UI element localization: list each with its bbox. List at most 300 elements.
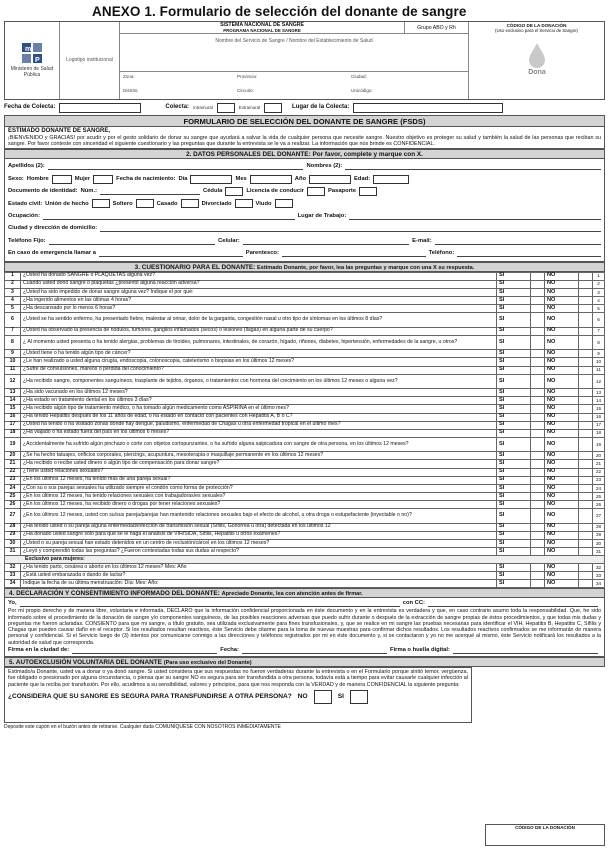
question-number: 24 [5,484,21,492]
question-row [5,327,605,335]
no-label: NO [545,500,579,508]
si-checkbox[interactable] [531,272,545,280]
question-row [5,580,605,588]
si-label: SI [497,531,531,539]
question-number: 4 [5,296,21,304]
apellidos-label: Apellidos (2): [8,163,45,170]
question-row [5,500,605,508]
viudo-label: Viudo [255,200,272,207]
question-number: 31 [5,547,21,555]
no-checkbox[interactable] [579,304,593,312]
email-input[interactable] [435,238,602,245]
si-checkbox[interactable] [531,313,545,328]
cc-label: con CC: [402,600,425,607]
no-label: NO [545,484,579,492]
extramural-label: Extramural [238,104,261,110]
si-checkbox[interactable] [531,468,545,476]
question-text: ¿Usted ha donado SANGRE o PLAQUETAS alguna vez? [21,272,497,280]
question-number-right: 10 [593,358,605,366]
nombres-label: Nombres (2): [306,163,343,170]
si-checkbox[interactable] [531,523,545,531]
lugar-colecta-label: Lugar de la Colecta: [292,104,350,111]
si-label: SI [497,405,531,413]
question-number-right: 30 [593,539,605,547]
question-number-right: 27 [593,509,605,524]
si-checkbox[interactable] [531,580,545,588]
si-checkbox[interactable] [531,421,545,429]
viudo-checkbox[interactable] [275,199,293,208]
si-label: SI [497,374,531,389]
question-number-right: 34 [593,580,605,588]
question-row [5,389,605,397]
question-number: 6 [5,313,21,328]
personal-data-panel [4,159,605,261]
telefono-fijo-label: Teléfono Fijo: [8,237,46,244]
si-checkbox[interactable] [531,547,545,555]
question-text: ¿Sufre de convulsiones, mareos o pérdida del conocimiento? [21,366,497,374]
anio-input[interactable] [309,175,351,184]
no-checkbox[interactable] [579,452,593,460]
question-row [5,288,605,296]
question-text: ¿Usted ha sido impedido de donar sangre alguna vez? Indique el por qué: [21,288,497,296]
no-checkbox[interactable] [579,476,593,484]
no-checkbox[interactable] [579,350,593,358]
donation-code-use: (Uso exclusivo para el Servicio de Sangre) [495,28,578,34]
blood-group-label: Grupo ABO y Rh [417,25,456,31]
donation-code-box-bottom[interactable]: CÓDIGO DE LA DONACIÓN [485,824,605,846]
question-number-right: 23 [593,476,605,484]
question-row [5,509,605,524]
intro-panel [4,127,605,149]
mujer-checkbox[interactable] [93,175,113,184]
lugar-trabajo-input[interactable] [349,213,601,220]
question-text: ¿Ha donado usted sangre sólo para que se le haga el análisis de VIH/SIDA, Sífilis, Hepatitis u otros exámenes? [21,531,497,539]
question-row [5,296,605,304]
question-number: 14 [5,397,21,405]
ocupacion-input[interactable] [43,213,295,220]
si-label: SI [497,492,531,500]
intro-text: ¡BIENVENIDO y GRACIAS! por acudir y por el gesto solidario de donar su sangre que ayudará a salvar la vida de cualquier persona que necesite sangre. Nuestro objetivo es proteger su salud y también la salud de las personas que reciban su sangre. Por favor conteste con sinceridad el siguiente cuestionario y las preguntas que durante la entrevista se le va a realizar. La información que nos brinde es CONFIDENCIAL. [8,134,601,148]
no-label: NO [545,564,579,572]
question-text: ¿En los últimos 12 meses, ha tenido relaciones sexuales con trabajadoras/es sexuales? [21,492,497,500]
question-row [5,272,605,280]
question-row [5,452,605,460]
question-text: ¿Ha estado en tratamiento dental en los últimos 3 días? [21,397,497,405]
question-number: 17 [5,421,21,429]
no-checkbox[interactable] [579,539,593,547]
si-label: SI [497,327,531,335]
question-number-right: 29 [593,531,605,539]
question-text: ¿Ha recibido algún tipo de tratamiento médico, o ha tomado algún medicamento como ASPIRINA en el último mes? [21,405,497,413]
question-row [5,476,605,484]
women-heading: Exclusivo para mujeres: [5,556,605,564]
question-row [5,564,605,572]
question-number: 20 [5,452,21,460]
yo-input[interactable] [20,600,400,607]
questionnaire-table [4,272,605,589]
telefono-fijo-input[interactable] [49,238,216,245]
no-checkbox[interactable] [579,547,593,555]
no-label: NO [545,539,579,547]
si-label: SI [497,389,531,397]
si-checkbox[interactable] [531,413,545,421]
no-label: NO [545,492,579,500]
si-label: SI [497,358,531,366]
donation-code-label: CÓDIGO DE LA DONACIÓN [506,23,567,28]
question-row [5,492,605,500]
question-number-right: 33 [593,572,605,580]
cedula-label: Cédula [203,188,223,195]
licencia-checkbox[interactable] [307,187,325,196]
no-label: NO [545,288,579,296]
no-checkbox[interactable] [579,327,593,335]
firma-huella-input[interactable] [453,647,598,654]
no-checkbox[interactable] [579,531,593,539]
no-checkbox[interactable] [579,523,593,531]
si-checkbox[interactable] [531,564,545,572]
question-number: 8 [5,335,21,350]
question-number: 18 [5,429,21,437]
si-checkbox[interactable] [531,405,545,413]
si-checkbox[interactable] [531,460,545,468]
no-checkbox[interactable] [579,405,593,413]
celular-input[interactable] [243,238,410,245]
si-checkbox[interactable] [531,572,545,580]
question-text: ¿Usted ha tenido o ha visitado zonas donde hay dengue, paludismo, enfermedad de Chagas u otra enfermedad tropical en el último mes? [21,421,497,429]
si-label: SI [497,452,531,460]
divorciado-label: Divorciado [201,200,232,207]
question-number: 5 [5,304,21,312]
no-checkbox[interactable] [579,468,593,476]
no-checkbox[interactable] [579,397,593,405]
si-label: SI [497,509,531,524]
no-label: NO [545,280,579,288]
circuito-field[interactable]: Circuito: [237,87,254,93]
safe-blood-question: ¿CONSIDERA QUE SU SANGRE ES SEGURA PARA TRANSFUNDIRSE A OTRA PERSONA? [8,693,292,701]
no-checkbox[interactable] [579,492,593,500]
no-checkbox[interactable] [579,288,593,296]
telefono-input[interactable] [457,250,601,257]
si-label: SI [497,460,531,468]
no-label: NO [545,523,579,531]
question-number: 12 [5,374,21,389]
collection-row [4,100,605,115]
si-checkbox[interactable] [531,304,545,312]
si-label: SI [497,523,531,531]
firma-ciudad-label: Firma en la ciudad de: [8,647,70,654]
no-checkbox[interactable] [579,460,593,468]
si-label: SI [497,313,531,328]
si-checkbox[interactable] [531,327,545,335]
question-number: 33 [5,572,21,580]
pasaporte-checkbox[interactable] [359,187,377,196]
ocupacion-label: Ocupación: [8,212,40,219]
hombre-label: Hombre [26,175,49,182]
si-checkbox[interactable] [531,358,545,366]
zona-field[interactable]: Zona: [123,74,135,79]
fecha-nacimiento-label: Fecha de nacimiento: [116,175,176,182]
question-row [5,429,605,437]
si-label: SI [497,397,531,405]
cc-input[interactable] [428,600,598,607]
mes-label: Mes [235,175,247,182]
question-number-right: 12 [593,374,605,389]
dona-sangre-logo [507,41,567,77]
soltero-checkbox[interactable] [136,199,154,208]
parentesco-input[interactable] [282,250,426,257]
question-number-right: 19 [593,437,605,452]
question-number-right: 14 [593,397,605,405]
estado-civil-label: Estado civil: [8,200,43,207]
no-label: NO [545,358,579,366]
no-checkbox[interactable] [579,500,593,508]
question-number-right: 21 [593,460,605,468]
question-text: ¿Ha ingerido alimentos en las últimas 4 horas? [21,296,497,304]
question-row [5,405,605,413]
si-checkbox[interactable] [531,280,545,288]
si-checkbox[interactable] [531,452,545,460]
si-checkbox[interactable] [531,296,545,304]
question-row [5,539,605,547]
no-label: NO [545,547,579,555]
no-label: NO [545,421,579,429]
form-header [4,21,605,100]
extramural-checkbox[interactable] [264,103,282,113]
lugar-colecta-input[interactable] [353,103,503,113]
svg-text:Dona: Dona [527,69,546,77]
question-number-right: 32 [593,564,605,572]
si-checkbox[interactable] [531,509,545,524]
no-label: NO [545,452,579,460]
question-row [5,304,605,312]
question-number-right: 13 [593,389,605,397]
si-checkbox[interactable] [531,429,545,437]
question-row [5,531,605,539]
question-row [5,413,605,421]
no-checkbox[interactable] [579,313,593,328]
no-checkbox[interactable] [579,374,593,389]
question-row [5,460,605,468]
no-checkbox[interactable] [579,413,593,421]
no-label: NO [545,304,579,312]
divorciado-checkbox[interactable] [235,199,253,208]
no-checkbox[interactable] [579,366,593,374]
question-number-right: 31 [593,547,605,555]
question-number-right: 26 [593,500,605,508]
no-checkbox[interactable] [579,421,593,429]
pasaporte-label: Pasaporte [328,188,357,195]
si-label: SI [497,350,531,358]
si-checkbox[interactable] [531,397,545,405]
no-checkbox[interactable] [579,358,593,366]
provincia-field[interactable]: Provincia: [237,74,258,79]
question-text: ¿Usted ha observado la presencia de nódulos, tumores, ganglios inflamados (secos) o lesiones (llagas) en alguna parte de su cuerpo? [21,327,497,335]
question-text: Indique la fecha de su última menstruación: Día: Mes: Año: [21,580,497,588]
question-text: ¿Usted se ha sentido enfermo, ha presentado fiebre, malestar al orinar, dolor de la garganta, congestión nasal u otro tipo de síntomas en los últimos 8 días? [21,313,497,328]
question-number-right: 5 [593,304,605,312]
no-checkbox[interactable] [579,572,593,580]
distrito-field[interactable]: Distrito: [123,87,139,93]
si-label: SI [337,693,344,701]
question-row [5,468,605,476]
emergencia-input[interactable] [99,250,243,257]
question-number: 25 [5,492,21,500]
question-number-right: 2 [593,280,605,288]
question-row [5,421,605,429]
si-checkbox[interactable] [531,539,545,547]
question-row [5,397,605,405]
no-label: NO [545,389,579,397]
question-row [5,313,605,328]
no-checkbox[interactable] [579,389,593,397]
no-label: NO [545,476,579,484]
no-label: NO [545,327,579,335]
no-label: NO [545,429,579,437]
question-number-right: 15 [593,405,605,413]
question-text: ¿Se ha hecho tatuajes, orificios corporales, piercings, acupuntura, mesoterapia o maquillaje permanente en los últimos 12 meses? [21,452,497,460]
si-checkbox[interactable] [531,484,545,492]
svg-text:P: P [35,57,40,65]
si-label: SI [497,296,531,304]
question-text: ¿Ha recibido sangre, componentes sanguíneos, trasplante de tejidos, órganos, o tratamientos con hormona del crecimiento en los últimos 12 meses o alguna vez? [21,374,497,389]
question-number: 19 [5,437,21,452]
si-checkbox[interactable] [531,492,545,500]
no-checkbox[interactable] [314,690,332,704]
cedula-checkbox[interactable] [225,187,243,196]
firma-huella-label: Firma o huella digital: [390,647,450,654]
si-label: SI [497,288,531,296]
si-label: SI [497,539,531,547]
casado-checkbox[interactable] [181,199,199,208]
no-checkbox[interactable] [579,564,593,572]
question-number-right: 18 [593,429,605,437]
email-label: E-mail: [412,237,432,244]
question-row [5,280,605,288]
fecha-colecta-input[interactable] [59,103,141,113]
declaration-panel [4,598,605,657]
colecta-label: Colecta: [165,104,190,111]
autoexclusion-text: Estimado/a Donante, usted va a donar o ya donó sangre. Si usted considera que sus respuestas no fueron verdaderas durante la entrevista o en el Formulario porque sintió temor, vergüenza, fue obligado o presionado por alguna circunstancia, o piensa que su sangre NO es segura para ser transfundida a otra persona, todavía está a tiempo para evitar causarle cualquier infección al paciente que la reciba por transfusión. Por ello, acudimos a su sensibilidad, valores y principios, para que nos responda con la VERDAD y de manera CONFIDENCIAL la siguiente pregunta: [8,669,468,688]
domicilio-input[interactable] [100,225,601,232]
declaration-text: Por mi propio derecho y de manera libre, voluntaria e informada, DECLARO que la información confidencial proporcionada en éste documento y en la entrevista es verdadera y que, en caso contrario asumo toda la responsabilidad. Que, he sido informado sobre el procedimiento de la donación de sangre y/o componentes sanguíneos, de las posibles reacciones adversas que puedo sufrir durante o después de la extracción de sangre propias de éstos procedimientos, y que todas mis dudas y preguntas me fueron aclaradas. CONSIENTO para que mi sangre, a título gratuito, sea utilizada exclusivamente para fines transfusionales, y, que se realice en mi sangre las pruebas necesarias para identificar el VIH, Hepatitis B, Hepatitis C, Sífilis y Chagas que pueden causar daño en el receptor. Si los resultados resultan reactivos, éste Servicio debe citarme para la toma de nuevas muestras para confirmar dichos resultados. Los resultados reactivos confirmados se me informarán de manera personal y confidencial. Si el Servicio luego de (3) intentos por comunicarse conmigo a las direcciones y teléfonos registrados por mi en éste documento y, si se contactaron y yo no me acerqué al mismo, éste Servicio notificará los resultados a la autoridad de salud que corresponda. [8,608,601,646]
num-input[interactable] [100,188,200,195]
question-row [5,358,605,366]
si-checkbox[interactable] [531,288,545,296]
parentesco-label: Parentesco: [245,250,279,257]
section-4-title: 4. DECLARACIÓN Y CONSENTIMIENTO INFORMADO DEL DONANTE: Apreciado Donante, lea con atención antes de firmar. [4,588,605,598]
ciudad-field[interactable]: Ciudad: [351,74,367,79]
no-checkbox[interactable] [579,580,593,588]
unicodigo-field[interactable]: Unicódigo: [351,87,373,93]
ministry-emblem-icon [21,42,43,64]
question-text: ¿Ha recibido o recibe usted dinero o algún tipo de compensación para donar sangre? [21,460,497,468]
si-checkbox[interactable] [531,500,545,508]
nombres-input[interactable] [345,163,601,170]
no-checkbox[interactable] [579,429,593,437]
question-text: Cuando usted donó sangre o plaquetas ¿presentó alguna reacción adversa? [21,280,497,288]
telefono-label: Teléfono: [428,250,455,257]
no-checkbox[interactable] [579,509,593,524]
question-number-right: 20 [593,452,605,460]
svg-text:m: m [25,46,32,54]
si-checkbox[interactable] [531,366,545,374]
question-row [5,547,605,555]
si-checkbox[interactable] [531,531,545,539]
si-checkbox[interactable] [531,437,545,452]
edad-input[interactable] [373,175,409,184]
no-label: NO [545,572,579,580]
question-text: ¿Le han realizado a usted alguna cirugía, endoscopia, colonoscopia, cateterismo o biopsias en los últimos 12 meses? [21,358,497,366]
no-checkbox[interactable] [579,296,593,304]
question-text: ¿Ha sido vacunado en los últimos 12 meses? [21,389,497,397]
no-label: NO [545,405,579,413]
si-checkbox[interactable] [531,389,545,397]
no-label: NO [545,397,579,405]
question-number-right: 8 [593,335,605,350]
lugar-trabajo-label: Lugar de Trabajo: [297,212,347,219]
question-number: 10 [5,358,21,366]
si-checkbox[interactable] [350,690,368,704]
no-label: NO [545,460,579,468]
question-text: ¿Tiene usted relaciones sexuales? [21,468,497,476]
no-label: NO [545,413,579,421]
documento-label: Documento de identidad: [8,188,78,195]
si-checkbox[interactable] [531,476,545,484]
form-title: FORMULARIO DE SELECCIÓN DEL DONANTE DE SANGRE (FSDS) [4,115,605,127]
no-label: NO [545,350,579,358]
no-checkbox[interactable] [579,280,593,288]
apellidos-input[interactable] [48,163,304,170]
question-number-right: 7 [593,327,605,335]
mes-input[interactable] [250,175,292,184]
dia-input[interactable] [190,175,232,184]
question-number-right: 16 [593,413,605,421]
domicilio-label: Ciudad y dirección de domicilio: [8,225,98,232]
no-checkbox[interactable] [579,437,593,452]
si-checkbox[interactable] [531,335,545,350]
question-number: 1 [5,272,21,280]
system-name: SISTEMA NACIONAL DE SANGRE PROGRAMA NACIONAL DE SANGRE [120,22,405,33]
question-number: 15 [5,405,21,413]
no-label: NO [545,531,579,539]
question-number: 29 [5,531,21,539]
no-checkbox[interactable] [579,484,593,492]
fecha-input[interactable] [242,647,387,654]
question-number-right: 22 [593,468,605,476]
no-label: NO [545,272,579,280]
fecha-label: Fecha: [220,647,239,654]
question-text: ¿Ha viajado o ha estado fuera del país en los últimos 6 meses? [21,429,497,437]
no-checkbox[interactable] [579,272,593,280]
si-label: SI [497,413,531,421]
intramural-checkbox[interactable] [217,103,235,113]
si-checkbox[interactable] [531,350,545,358]
firma-ciudad-input[interactable] [72,647,217,654]
union-checkbox[interactable] [92,199,110,208]
service-name-field[interactable]: Nombre del Servicio de Sangre / Nombre del Establecimiento de Salud [120,34,468,72]
hombre-checkbox[interactable] [52,175,72,184]
question-number-right: 17 [593,421,605,429]
no-checkbox[interactable] [579,335,593,350]
no-label: NO [545,468,579,476]
si-checkbox[interactable] [531,374,545,389]
intro-heading: ESTIMADO DONANTE DE SANGRE, [8,128,111,134]
no-label: NO [545,366,579,374]
question-number-right: 25 [593,492,605,500]
fecha-colecta-label: Fecha de Colecta: [4,104,56,111]
question-row [5,572,605,580]
dia-label: Día [178,175,188,182]
